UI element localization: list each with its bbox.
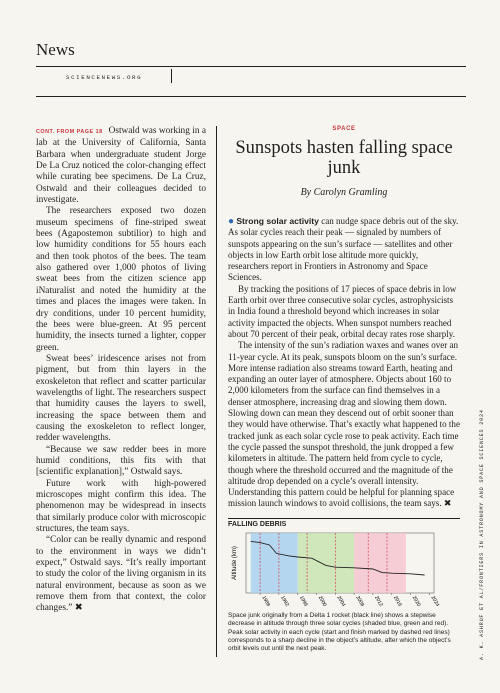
continued-label: CONT. FROM PAGE 18 [36,129,103,135]
left-paragraph-4: “Because we saw redder bees in more humid conditions, this fits with that [scientific explanation],” Ostwald says. [36,444,206,478]
header-rule [36,66,466,67]
left-paragraph-2: The researchers exposed two dozen museum specimens of fine-striped sweat bees (Agapostemon subtilior) to high and low humidity conditions for 55 hours each and then took photos of the bees. The team also gathered over 1,000 photos of living sweat bees from the citizen science app iNaturalist and noted the humidity at the times and places the images were taken. In dry conditions, under 10 percent humidity, the bees were blue-green. At 95 percent humidity, the insects turned a lighter, copper green. [36,206,206,353]
right-paragraph-1 [228,216,460,284]
x-tick-label-2012: 2012 [373,595,384,608]
article-body [228,216,460,510]
figure-title: FALLING DEBRIS [228,521,287,528]
x-tick-label-2024: 2024 [429,595,441,608]
section-tag: SPACE [332,126,356,132]
byline: By Carolyn Gramling [300,187,388,198]
x-tick-label-2020: 2020 [410,595,422,608]
right-paragraph-3: The intensity of the sun’s radiation waxes and wanes over an 11-year cycle. At its peak, sunspots bloom on the sun’s surface. More intense radiation also streams toward Earth, heating and expanding an outer layer of atmosphere. Objects about 160 to 2,000 kilometers from the surface can find themselves in a denser atmosphere, increasing drag and slowing them down. Slowing down can mean they descend out of orbit sooner than they would have otherwise. That’s exactly what happened to the tracked junk as each solar cycle rose to peak activity. Each time the cycle passed the sunspot threshold, the junk dropped a few kilometers in altitude. The pattern held from cycle to cycle, though where the threshold occurred and the magnitude of the altitude drop depended on a cycle’s overall intensity. Understanding this pattern could be helpful for planning space mission launch windows to avoid collisions, the team says. ✖ [228,340,460,509]
figure-caption: Space junk originally from a Delta 1 rocket (black line) shows a stepwise decrease in altitude through three solar cycles (shaded blue, green and red). Peak solar activity in each cycle (start and finish marked by dashed red lines) corresponds to a sharp decline in the object’s altitude, after which the object’s orbit levels out until the next peak. [228,612,451,653]
x-tick-label-1996: 1996 [297,595,309,608]
bullet-icon: ● [228,216,235,227]
x-tick-label-1992: 1992 [279,595,290,608]
header-bottom-rule [36,96,466,97]
left-paragraph-5: Future work with high-powered microscopes might confirm this idea. The phenomenon may be widespread in insects that similarly produce color with microscopic structures, the team says. [36,478,206,535]
altitude-chart [228,531,460,611]
solar-cycle-band-3 [354,533,406,593]
left-paragraph-1-text: Ostwald was working in a lab at the University of California, Santa Barbara when undergraduate student Jorge De La Cruz noticed the color-changing effect while curating bee specimens. De La Cruz, Ostwald and their colleagues decided to investigate. [36,126,206,206]
x-tick-label-1988: 1988 [260,595,272,608]
x-tick-label-2000: 2000 [316,595,328,608]
figure-rule [228,518,460,519]
section-name: News [36,40,75,59]
left-paragraph-6: “Color can be really dynamic and respond to the environment in ways we didn’t expect,” Ostwald says. “It’s really important to study the color of the living organism in its natural environment, because as soon as we remove them from that context, the color changes.” ✖ [36,535,206,614]
y-axis-label: Altitude (km) [232,546,238,580]
x-tick-label-2008: 2008 [354,595,366,608]
headline: Sunspots hasten falling space junk [235,138,453,178]
right-article [228,126,460,510]
x-tick-label-2016: 2016 [391,595,403,608]
right-paragraph-2: By tracking the positions of 17 pieces of space debris in low Earth orbit over three consecutive solar cycles, astrophysicists in India found a threshold beyond which increases in solar activity impacted the objects. When sunspot numbers reached about 70 percent of their peak, orbital decay rates rose sharply. [228,283,457,339]
left-article [36,126,206,615]
site-url[interactable]: SCIENCENEWS.ORG [66,74,143,81]
left-paragraph-1 [36,126,206,206]
figure-credit: A. K. ASHRUF ET AL/FRONTIERS IN ASTRONOMY AND SPACE SCIENCES 2024 [479,409,485,660]
header-divider [171,69,172,83]
x-tick-label-2004: 2004 [335,595,347,608]
lead-in: Strong solar activity [236,216,319,226]
right-paragraph-1-text: can nudge space debris out of the sky. As solar cycles reach their peak — signaled by numbers of sunspots appearing on the sun’s surface — satellites and other objects in low Earth orbit lose altitude more quickly, researchers report in Frontiers in Astronomy and Space Sciences. [228,216,459,283]
left-paragraph-3: Sweat bees’ iridescence arises not from pigment, but from thin layers in the exoskeleton that reflect and scatter particular wavelengths of light. The researchers suspect that humidity causes the layers to swell, increasing the space between them and causing the exoskeleton to reflect longer, redder wavelengths. [36,353,206,444]
solar-cycle-band-2 [298,533,354,593]
column-divider [216,126,217,657]
